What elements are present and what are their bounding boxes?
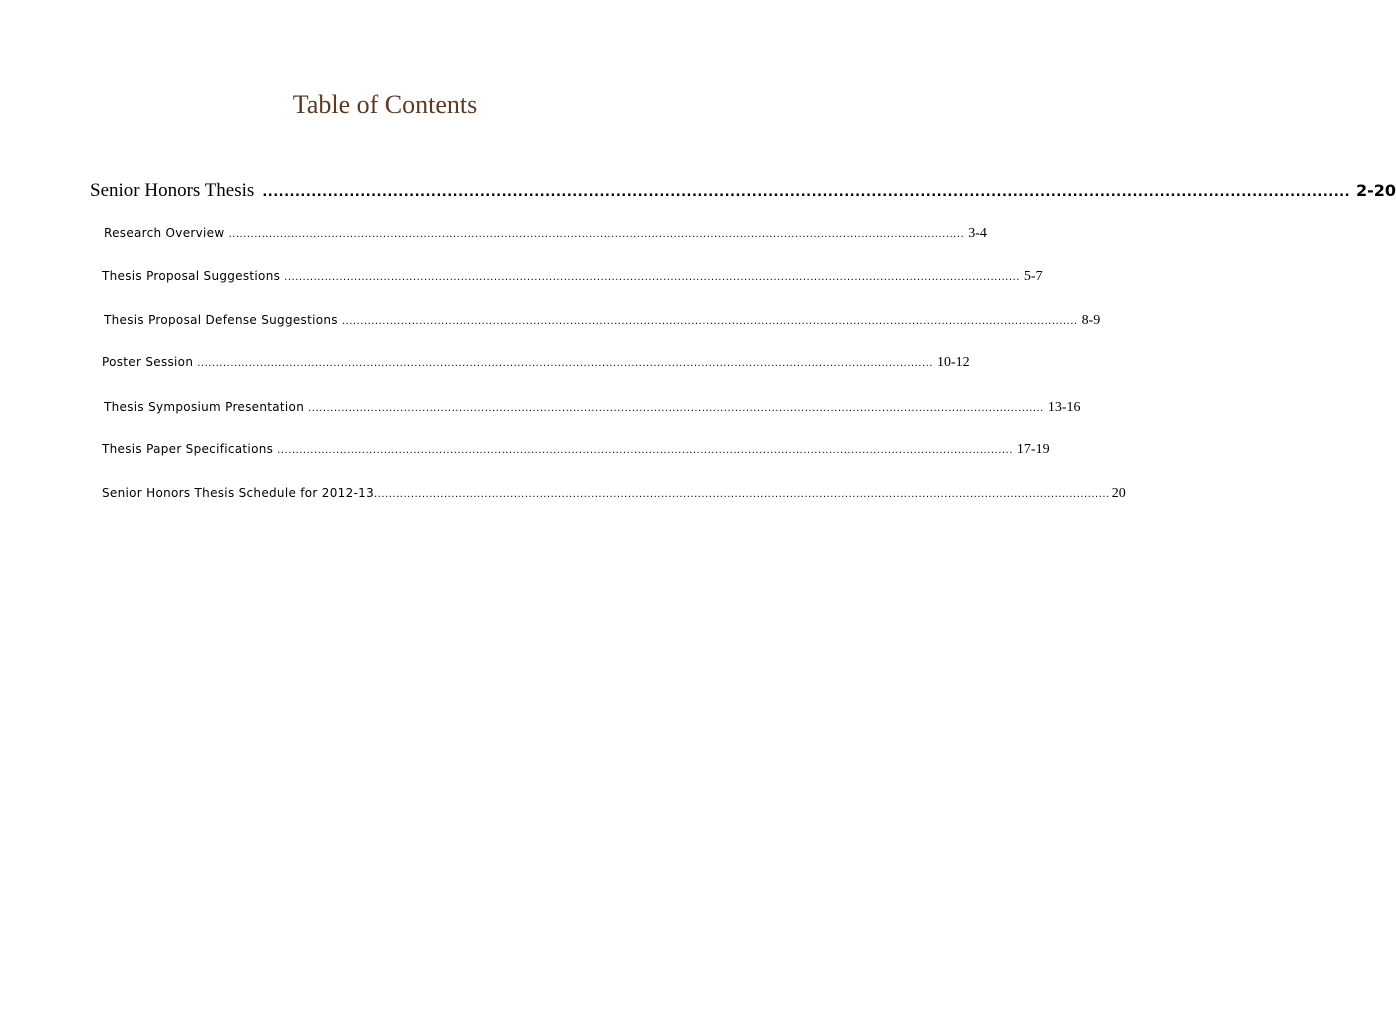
toc-entry-poster-session: [102, 355, 970, 371]
toc-entry-thesis-paper-specifications: [102, 442, 1050, 458]
toc-entry-thesis-proposal-suggestions: [102, 269, 1043, 285]
toc-entry-label: Thesis Proposal Defense Suggestions: [104, 313, 338, 327]
toc-entry-research-overview: [104, 226, 987, 242]
dot-leader: ........................................................................................................................................................................................................: [308, 403, 1044, 414]
dot-leader: ........................................................................................................................................................................................................: [277, 445, 1013, 456]
toc-entry-page: 10-12: [936, 355, 970, 370]
dot-leader: ........................................................................................................................................................................................................: [284, 272, 1020, 283]
toc-entry-label: Poster Session: [102, 355, 194, 369]
toc-entry-page: 20: [1111, 486, 1126, 501]
toc-entry-page: 13-16: [1047, 400, 1081, 415]
dot-leader: ........................................................................................................................................................................................................: [374, 489, 1110, 500]
toc-entry-senior-honors-thesis-schedule: [102, 486, 1126, 502]
dot-leader: ........................................................................................................................................................................................................: [341, 316, 1078, 327]
toc-entry-page: 17-19: [1016, 442, 1050, 457]
dot-leader: ........................................................................................................................................................................................................: [262, 185, 1351, 200]
toc-entry-thesis-proposal-defense-suggestions: [104, 313, 1101, 329]
dot-leader: ........................................................................................................................................................................................................: [228, 229, 965, 240]
toc-entry-page: 8-9: [1081, 313, 1101, 328]
toc-entry-page: 3-4: [968, 226, 987, 241]
toc-main-entry-label: Senior Honors Thesis: [90, 180, 255, 201]
toc-entry-thesis-symposium-presentation: [104, 400, 1081, 416]
toc-entry-label: Thesis Paper Specifications: [102, 442, 274, 456]
toc-entry-label: Thesis Symposium Presentation: [104, 400, 305, 414]
toc-entry-label: Research Overview: [104, 226, 225, 240]
toc-entry-page: 5-7: [1023, 269, 1043, 284]
toc-entry-label: Senior Honors Thesis Schedule for 2012-13: [102, 486, 375, 500]
toc-entry-label: Thesis Proposal Suggestions: [102, 269, 281, 283]
toc-main-entry-page: 2-20: [1356, 181, 1396, 200]
page-title: Table of Contents: [292, 90, 478, 119]
toc-main-entry: [90, 180, 1396, 202]
dot-leader: ........................................................................................................................................................................................................: [197, 358, 933, 369]
